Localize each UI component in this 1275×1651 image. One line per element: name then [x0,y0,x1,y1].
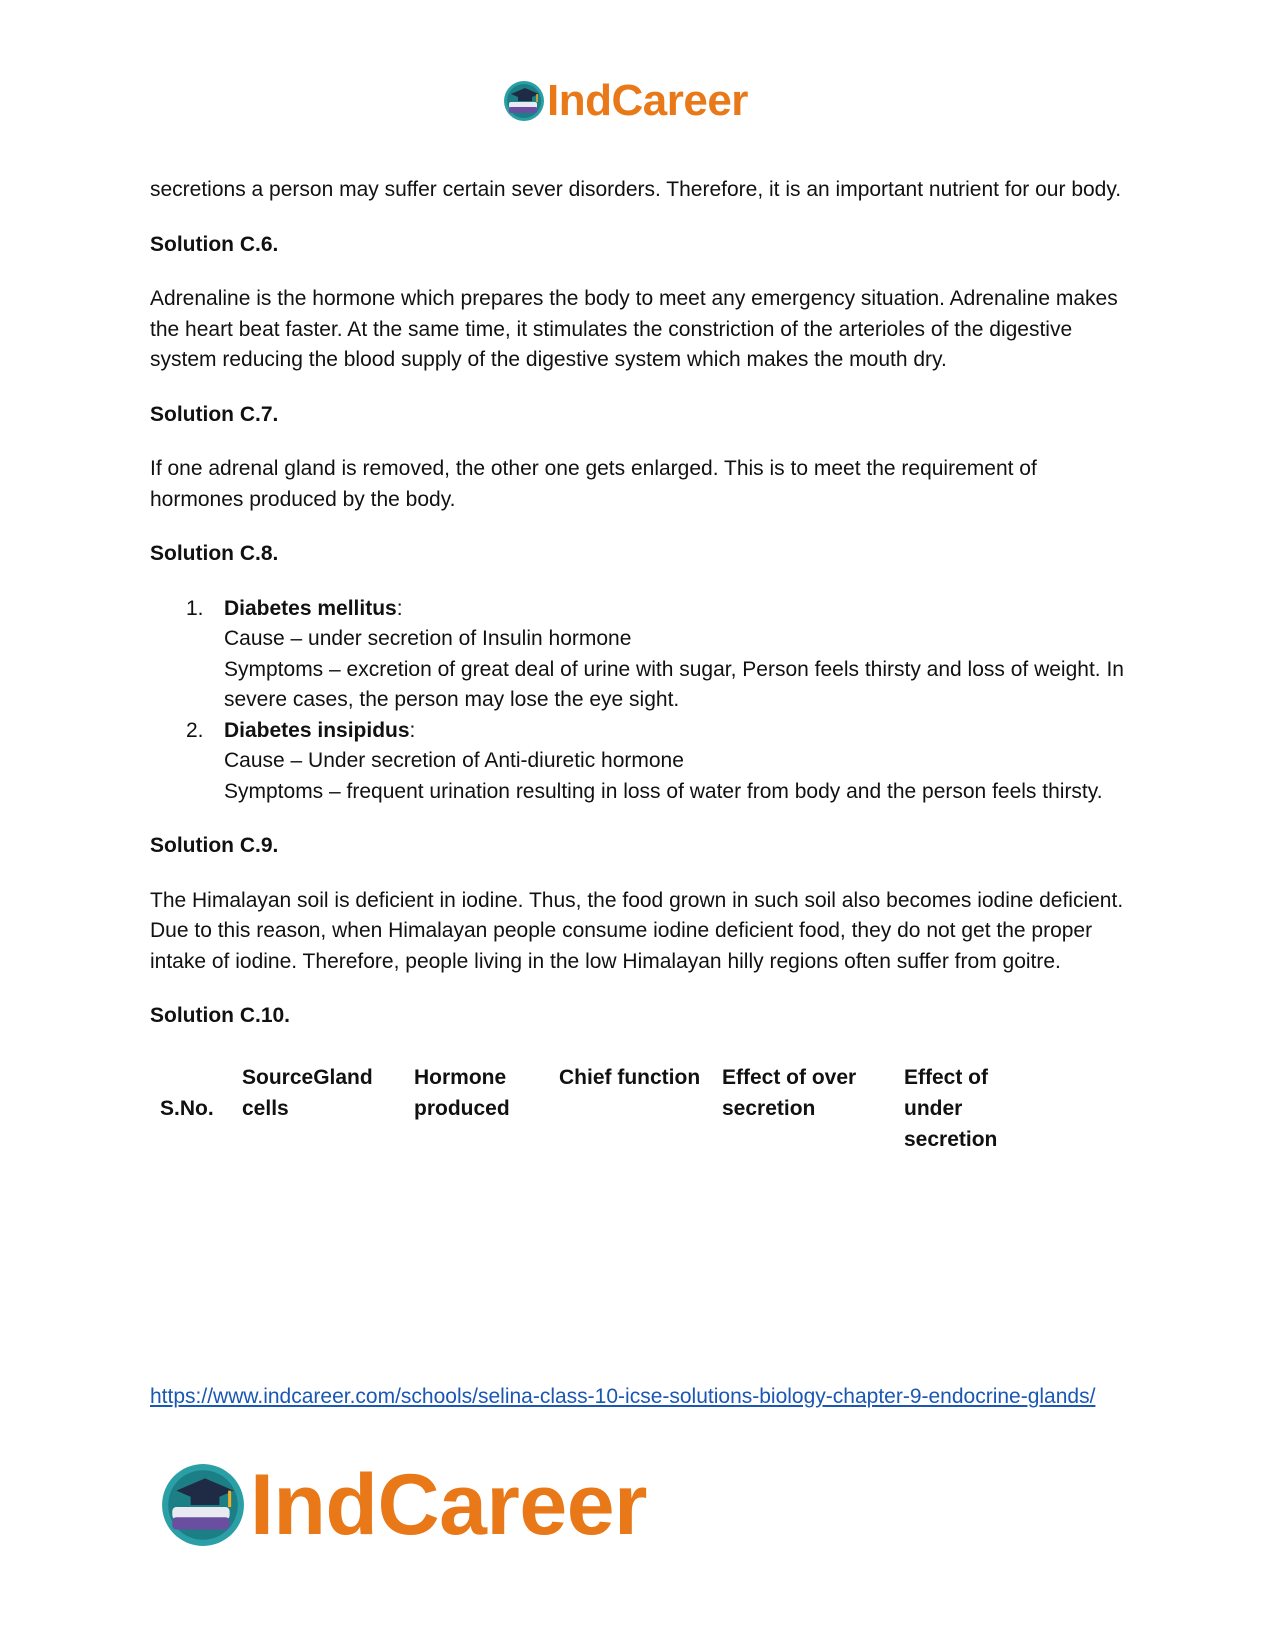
table-header-source: SourceGland cells [242,1065,373,1120]
list-item-symptoms: Symptoms – excretion of great deal of urine with sugar, Person feels thirsty and loss of weight. In severe cases, the person may lose the eye sight. [224,657,1124,711]
list-item-colon: : [396,596,403,620]
solution-c7-heading: Solution C.7. [150,402,279,426]
table-header-hormone: Hormone produced [414,1065,510,1120]
list-item-cause: Cause – Under secretion of Anti-diuretic hormone [224,749,684,772]
list-item-cause: Cause – under secretion of Insulin hormone [224,627,632,650]
list-item-colon: : [409,718,416,742]
solution-c6-text: Adrenaline is the hormone which prepares the body to meet any emergency situation. Adrenaline makes the heart beat faster. At the same time, it stimulates the constriction of the arterioles of the digestive system reducing the blood supply of the digestive system which makes the mouth dry. [150,287,1118,371]
table-header-over-secretion: Effect of over secretion [722,1065,857,1120]
header-logo [503,76,748,125]
list-item-symptoms: Symptoms – frequent urination resulting in loss of water from body and the person feels thirsty. [224,779,1103,803]
table-header-row [150,1062,1024,1155]
table-header-sno: S.No. [160,1096,214,1120]
graduation-book-logo-icon [503,80,545,122]
table-header-under-secretion: Effect of under secretion [904,1065,998,1151]
gland-table [150,1062,1024,1155]
solution-c8-heading: Solution C.8. [150,542,279,565]
table-header-function: Chief function [559,1065,701,1089]
logo-wordmark: IndCareer [250,1457,647,1553]
list-item-title: Diabetes mellitus [224,596,397,620]
solution-c9-heading: Solution C.9. [150,834,279,857]
solution-c10-heading: Solution C.10. [150,1004,291,1027]
list-item-number: 1. [186,596,204,620]
diabetes-list [150,594,1130,808]
list-item-number: 2. [186,718,204,742]
footer-logo [160,1457,647,1553]
list-item [150,716,1130,808]
list-item-title: Diabetes insipidus [224,718,410,742]
document-body [150,175,1130,1155]
logo-wordmark: IndCareer [547,76,748,125]
graduation-book-logo-icon [160,1462,246,1548]
intro-paragraph: secretions a person may suffer certain sever disorders. Therefore, it is an important nutrient for our body. [150,178,1122,201]
solution-c9-text: The Himalayan soil is deficient in iodine. Thus, the food grown in such soil also becomes iodine deficient. Due to this reason, when Himalayan people consume iodine deficient food, they do not get the proper intake of iodine. Therefore, people living in the low Himalayan hilly regions often suffer from goitre. [150,888,1124,973]
solution-c7-text: If one adrenal gland is removed, the other one gets enlarged. This is to meet the requirement of hormones produced by the body. [150,457,1037,511]
source-url-link[interactable]: https://www.indcareer.com/schools/selina-class-10-icse-solutions-biology-chapter-9-endocrine-glands/ [150,1385,1096,1408]
list-item [150,594,1130,716]
solution-c6-heading: Solution C.6. [150,232,279,256]
